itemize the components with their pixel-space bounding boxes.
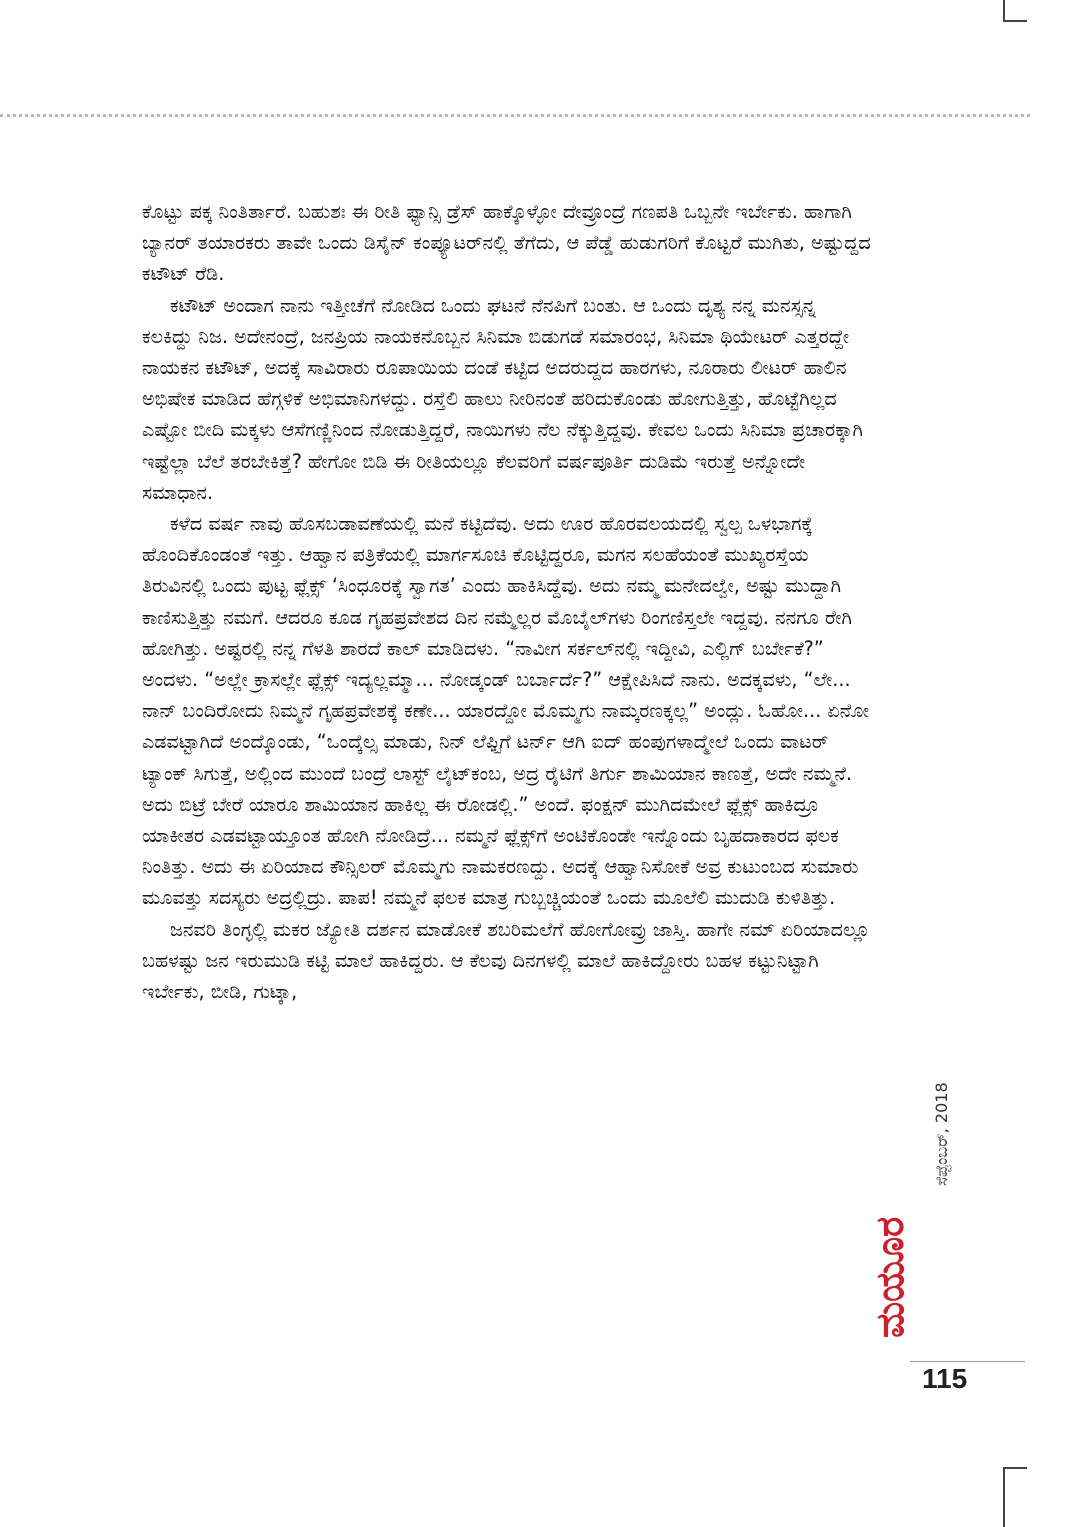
page-number: 115 <box>922 1363 968 1394</box>
article-paragraph: ಜನವರಿ ತಿಂಗ್ಳಲ್ಲಿ ಮಕರ ಜ್ಯೋತಿ ದರ್ಶನ ಮಾಡೋಕೆ ಶಬರಿಮಲೆಗೆ ಹೋಗೋವ್ರು ಜಾಸ್ತಿ. ಹಾಗೇ ನಮ್ ಏರಿಯಾದಲ್ಲೂ ಬಹಳಷ್ಟು ಜನ ಇರುಮುಡಿ ಕಟ್ಟಿ ಮಾಲೆ ಹಾಕಿದ್ದರು. ಆ ಕೆಲವು ದಿನಗಳಲ್ಲಿ ಮಾಲೆ ಹಾಕಿದ್ದೋರು ಬಹಳ ಕಟ್ಟುನಿಟ್ಟಾಗಿ ಇರ್ಬೇಕು, ಬೀಡಿ, ಗುಟ್ಕಾ, <box>142 917 870 1004</box>
dotted-divider <box>0 114 1030 117</box>
crop-mark-bottom <box>1003 1467 1027 1527</box>
magazine-sidebar <box>868 1048 971 1348</box>
article-paragraph: ಕಳೆದ ವರ್ಷ ನಾವು ಹೊಸಬಡಾವಣೆಯಲ್ಲಿ ಮನೆ ಕಟ್ಟಿದೆವು. ಅದು ಊರ ಹೊರವಲಯದಲ್ಲಿ ಸ್ವಲ್ಪ ಒಳಭಾಗಕ್ಕೆ ಹೊಂದಿಕೊಂಡಂತೆ ಇತ್ತು. ಆಹ್ವಾನ ಪತ್ರಿಕೆಯಲ್ಲಿ ಮಾರ್ಗಸೂಚಿ ಕೊಟ್ಟಿದ್ದರೂ, ಮಗನ ಸಲಹೆಯಂತೆ ಮುಖ್ಯರಸ್ತೆಯ ತಿರುವಿನಲ್ಲಿ ಒಂದು ಪುಟ್ಟ ಫ್ಲೆಕ್ಸ್ ‘ಸಿಂಧೂರಕ್ಕೆ ಸ್ವಾಗತ’ ಎಂದು ಹಾಕಿಸಿದ್ದೆವು. ಅದು ನಮ್ಮ ಮನೇದಲ್ವೇ, ಅಷ್ಟು ಮುದ್ದಾಗಿ ಕಾಣಿಸುತ್ತಿತ್ತು ನಮಗೆ. ಆದರೂ ಕೂಡ ಗೃಹಪ್ರವೇಶದ ದಿನ ನಮ್ಮೆಲ್ಲರ ಮೊಬೈಲ್‌ಗಳು ರಿಂಗಣಿಸ್ತಲೇ ಇದ್ದವು. ನನಗೂ ರೇಗಿ ಹೋಗಿತ್ತು. ಅಷ್ಟರಲ್ಲಿ ನನ್ನ ಗೆಳತಿ ಶಾರದೆ ಕಾಲ್ ಮಾಡಿದಳು. “ನಾವೀಗ ಸರ್ಕಲ್‌ನಲ್ಲಿ ಇದ್ದೀವಿ, ಎಲ್ಲಿಗ್ ಬರ್ಬೇಕೆ?” ಅಂದಳು. “ಅಲ್ಲೇ ಕ್ರಾಸಲ್ಲೇ ಫ್ಲೆಕ್ಸ್ ಇದ್ಯಲ್ಲಮ್ಮಾ... ನೋಡ್ಕಂಡ್ ಬರ್ಬಾರ್ದೆ?” ಆಕ್ಷೇಪಿಸಿದೆ ನಾನು. ಅದಕ್ಕವಳು, “ಲೇ... ನಾನ್ ಬಂದಿರೋದು ನಿಮ್ಮನೆ ಗೃಹಪ್ರವೇಶಕ್ಕೆ ಕಣೇ... ಯಾರದ್ದೋ ಮೊಮ್ಮಗು ನಾಮ್ಕರಣಕ್ಕಲ್ಲ” ಅಂದ್ಲು. ಓಹೋ... ಏನೋ ಎಡವಟ್ಟಾಗಿದೆ ಅಂದ್ಕೊಂಡು, “ಒಂದ್ಕೆಲ್ಸ ಮಾಡು, ನಿನ್ ಲೆಫ್ಟಿಗೆ ಟರ್ನ್ ಆಗಿ ಐದ್ ಹಂಪುಗಳಾದ್ಮೇಲೆ ಒಂದು ವಾಟರ್ ಟ್ಯಾಂಕ್ ಸಿಗುತ್ತೆ, ಅಲ್ಲಿಂದ ಮುಂದೆ ಬಂದ್ರೆ ಲಾಸ್ಟ್ ಲೈಟ್‌ಕಂಬ, ಅದ್ರ ರೈಟಿಗೆ ತಿರ್ಗು ಶಾಮಿಯಾನ ಕಾಣತ್ತೆ, ಅದೇ ನಮ್ಮನೆ. ಅದು ಬಿಟ್ರೆ ಬೇರೆ ಯಾರೂ ಶಾಮಿಯಾನ ಹಾಕಿಲ್ಲ ಈ ರೋಡಲ್ಲಿ.” ಅಂದೆ. ಫಂಕ್ಷನ್ ಮುಗಿದಮೇಲೆ ಫ್ಲೆಕ್ಸ್ ಹಾಕಿದ್ರೂ ಯಾಕೀತರ ಎಡವಟ್ಟಾಯ್ತೂಂತ ಹೋಗಿ ನೋಡಿದ್ರೆ... ನಮ್ಮನೆ ಫ್ಲೆಕ್ಸ್‌ಗೆ ಅಂಟಿಕೊಂಡೇ ಇನ್ನೊಂದು ಬೃಹದಾಕಾರದ ಫಲಕ ನಿಂತಿತ್ತು. ಅದು ಈ ಏರಿಯಾದ ಕೌನ್ಸಿಲರ್ ಮೊಮ್ಮಗು ನಾಮಕರಣದ್ದು. ಅದಕ್ಕೆ ಆಹ್ವಾನಿಸೋಕೆ ಅವ್ರ ಕುಟುಂಬದ ಸುಮಾರು ಮೂವತ್ತು ಸದಸ್ಯರು ಅದ್ರಲ್ಲಿದ್ರು. ಪಾಪ! ನಮ್ಮನೆ ಫಲಕ ಮಾತ್ರ ಗುಬ್ಬಚ್ಚಿಯಂತೆ ಒಂದು ಮೂಲೆಲಿ ಮುದುಡಿ ಕುಳಿತಿತ್ತು. <box>142 512 870 910</box>
article-paragraph: ಕಟೌಟ್ ಅಂದಾಗ ನಾನು ಇತ್ತೀಚೆಗೆ ನೋಡಿದ ಒಂದು ಘಟನೆ ನೆನಪಿಗೆ ಬಂತು. ಆ ಒಂದು ದೃಶ್ಯ ನನ್ನ ಮನಸ್ಸನ್ನ ಕಲಕಿದ್ದು ನಿಜ. ಅದೇನಂದ್ರೆ, ಜನಪ್ರಿಯ ನಾಯಕನೊಬ್ಬನ ಸಿನಿಮಾ ಬಿಡುಗಡೆ ಸಮಾರಂಭ, ಸಿನಿಮಾ ಥಿಯೇಟರ್ ಎತ್ತರದ್ದೇ ನಾಯಕನ ಕಟೌಟ್, ಅದಕ್ಕೆ ಸಾವಿರಾರು ರೂಪಾಯಿಯ ದಂಡೆ ಕಟ್ಟಿದ ಅದರುದ್ದದ ಹಾರಗಳು, ನೂರಾರು ಲೀಟರ್ ಹಾಲಿನ ಅಭಿಷೇಕ ಮಾಡಿದ ಹೆಗ್ಗಳಿಕೆ ಅಭಿಮಾನಿಗಳದ್ದು. ರಸ್ತೆಲಿ ಹಾಲು ನೀರಿನಂತೆ ಹರಿದುಕೊಂಡು ಹೋಗುತ್ತಿತ್ತು, ಹೊಟ್ಟೆಗಿಲ್ಲದ ಎಷ್ಟೋ ಬೀದಿ ಮಕ್ಕಳು ಆಸೆಗಣ್ಣಿನಿಂದ ನೋಡುತ್ತಿದ್ದರೆ, ನಾಯಿಗಳು ನೆಲ ನೆಕ್ಕುತ್ತಿದ್ದವು. ಕೇವಲ ಒಂದು ಸಿನಿಮಾ ಪ್ರಚಾರಕ್ಕಾಗಿ ಇಷ್ಟೆಲ್ಲಾ ಬೆಲೆ ತರಬೇಕಿತ್ತೆ? ಹೇಗೋ ಬಿಡಿ ಈ ರೀತಿಯಲ್ಲೂ ಕೆಲವರಿಗೆ ವರ್ಷಪೂರ್ತಿ ದುಡಿಮೆ ಇರುತ್ತೆ ಅನ್ನೋದೇ ಸಮಾಧಾನ. <box>142 293 863 504</box>
magazine-logo: ಮಯೂರ <box>868 1216 912 1338</box>
crop-mark-top <box>1003 0 1027 22</box>
issue-date: ಸೆಪ್ಟೆಂಬರ್, 2018 <box>932 1082 951 1186</box>
article-body <box>142 196 872 1382</box>
article-paragraph: ಕೊಟ್ಟು ಪಕ್ಕ ನಿಂತಿರ್ತಾರೆ. ಬಹುಶಃ ಈ ರೀತಿ ಫ್ಯಾನ್ಸಿ ಡ್ರೆಸ್ ಹಾಕ್ಕೊಳ್ಳೋ ದೇವ್ರೂಂದ್ರೆ ಗಣಪತಿ ಒಬ್ಬನೇ ಇರ್ಬೇಕು. ಹಾಗಾಗಿ ಬ್ಯಾನರ್ ತಯಾರಕರು ತಾವೇ ಒಂದು ಡಿಸೈನ್ ಕಂಪ್ಯೂಟರ್‌ನಲ್ಲಿ ತೆಗೆದು, ಆ ಪೆಡ್ಡೆ ಹುಡುಗರಿಗೆ ಕೊಟ್ಟರೆ ಮುಗಿತು, ಅಷ್ಟುದ್ದದ ಕಟೌಟ್ ರೆಡಿ. <box>142 200 871 286</box>
folio-divider <box>910 1361 1025 1362</box>
